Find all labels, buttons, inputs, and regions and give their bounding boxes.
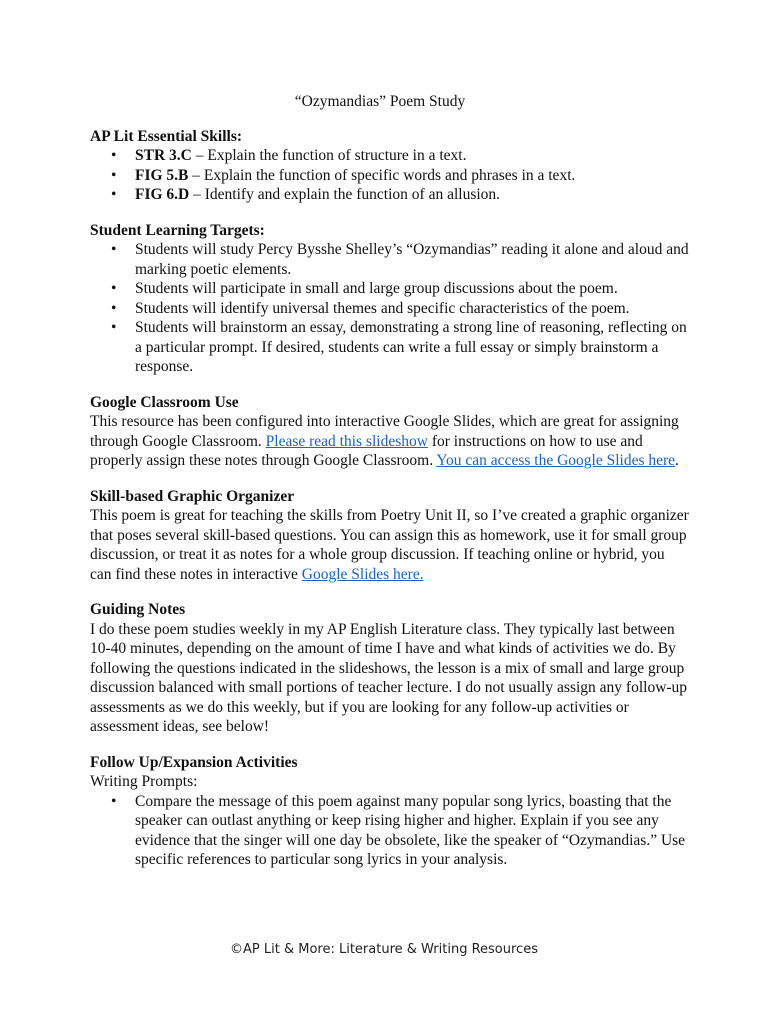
- bullet-icon: •: [111, 147, 117, 164]
- follow-up-heading: Follow Up/Expansion Activities: [90, 753, 298, 771]
- skill-description: – Identify and explain the function of an allusion.: [189, 186, 501, 203]
- list-item: [111, 240, 690, 279]
- list-item: [111, 146, 690, 166]
- google-slides-link[interactable]: Google Slides here.: [301, 565, 424, 583]
- bullet-icon: •: [111, 166, 117, 184]
- writing-prompts-label: Writing Prompts:: [90, 773, 198, 790]
- guiding-notes-paragraph: I do these poem studies weekly in my AP English Literature class. They typically last between 10-40 minutes, depending on the amount of time I have and what kinds of activities we do. By following the questions indicated in the slideshows, the lesson is a mix of small and large group discussion balanced with small portions of teacher lecture. I do not usually assign any follow-up assessments as we do this weekly, but if you are looking for any follow-up activities or assessment ideas, see below!: [90, 620, 688, 735]
- paragraph-text: This resource has been configured into interactive Google Slides, which are great for assigning through Google Classroom.: [90, 413, 679, 450]
- bullet-icon: •: [111, 319, 117, 336]
- target-text: Students will identify universal themes and specific characteristics of the poem.: [135, 299, 630, 317]
- bullet-icon: •: [111, 186, 117, 203]
- writing-prompts-list: [90, 792, 690, 870]
- skill-code: FIG 5.B: [135, 166, 189, 184]
- essential-skills-list: [90, 146, 690, 205]
- guiding-notes-section: [90, 600, 690, 737]
- prompt-text: Compare the message of this poem against many popular song lyrics, boasting that the speaker can outlast anything or keep rising higher and higher. Explain if you see any evidence that the singer will one day be obsolete, like the speaker of “Ozymandias.” Use specific references to particular song lyrics in your analysis.: [135, 792, 686, 868]
- graphic-organizer-section: [90, 487, 690, 585]
- skill-code: FIG 6.D: [135, 186, 190, 203]
- target-text: Students will brainstorm an essay, demonstrating a strong line of reasoning, reflecting on a particular prompt. If desired, students can write a full essay or simply brainstorm a response.: [135, 319, 687, 375]
- page-footer: ©AP Lit & More: Literature & Writing Resources: [230, 942, 538, 957]
- bullet-icon: •: [111, 299, 117, 317]
- google-classroom-paragraph: [90, 412, 690, 471]
- list-item: [111, 185, 690, 205]
- list-item: [111, 279, 690, 299]
- learning-targets-heading: Student Learning Targets:: [90, 221, 265, 239]
- paragraph-text: This poem is great for teaching the skills from Poetry Unit II, so I’ve created a graphic organizer that poses several skill-based questions. You can assign this as homework, use it for small group discussion, or treat it as notes for a whole group discussion. If teaching online or hybrid, you can find these notes in interactive: [90, 507, 689, 583]
- list-item: [111, 166, 690, 186]
- paragraph-text: .: [675, 452, 679, 469]
- bullet-icon: •: [111, 792, 117, 810]
- bullet-icon: •: [111, 241, 117, 258]
- guiding-notes-heading: Guiding Notes: [90, 601, 186, 618]
- slideshow-instructions-link[interactable]: Please read this slideshow: [265, 432, 428, 450]
- graphic-organizer-paragraph: [90, 506, 690, 584]
- skill-description: – Explain the function of specific words and phrases in a text.: [188, 166, 576, 184]
- google-slides-access-link[interactable]: You can access the Google Slides here: [436, 452, 676, 469]
- target-text: Students will study Percy Bysshe Shelley’s “Ozymandias” reading it alone and aloud and marking poetic elements.: [135, 241, 689, 278]
- target-text: Students will participate in small and large group discussions about the poem.: [135, 280, 618, 297]
- essential-skills-section: [90, 127, 690, 205]
- graphic-organizer-heading: Skill-based Graphic Organizer: [90, 487, 295, 505]
- google-classroom-heading: Google Classroom Use: [90, 393, 239, 411]
- learning-targets-list: [90, 240, 690, 377]
- document-page: [90, 92, 690, 886]
- essential-skills-heading: AP Lit Essential Skills:: [90, 127, 243, 145]
- bullet-icon: •: [111, 280, 117, 297]
- list-item: [111, 318, 690, 377]
- list-item: [111, 792, 690, 870]
- document-title: “Ozymandias” Poem Study: [294, 93, 466, 110]
- learning-targets-section: [90, 221, 690, 377]
- paragraph-text: for instructions on how to use and properly assign these notes through Google Classroom.: [90, 432, 643, 469]
- google-classroom-section: [90, 393, 690, 471]
- skill-description: – Explain the function of structure in a text.: [191, 147, 467, 164]
- skill-code: STR 3.C: [135, 147, 192, 164]
- follow-up-section: [90, 753, 690, 870]
- list-item: [111, 299, 690, 319]
